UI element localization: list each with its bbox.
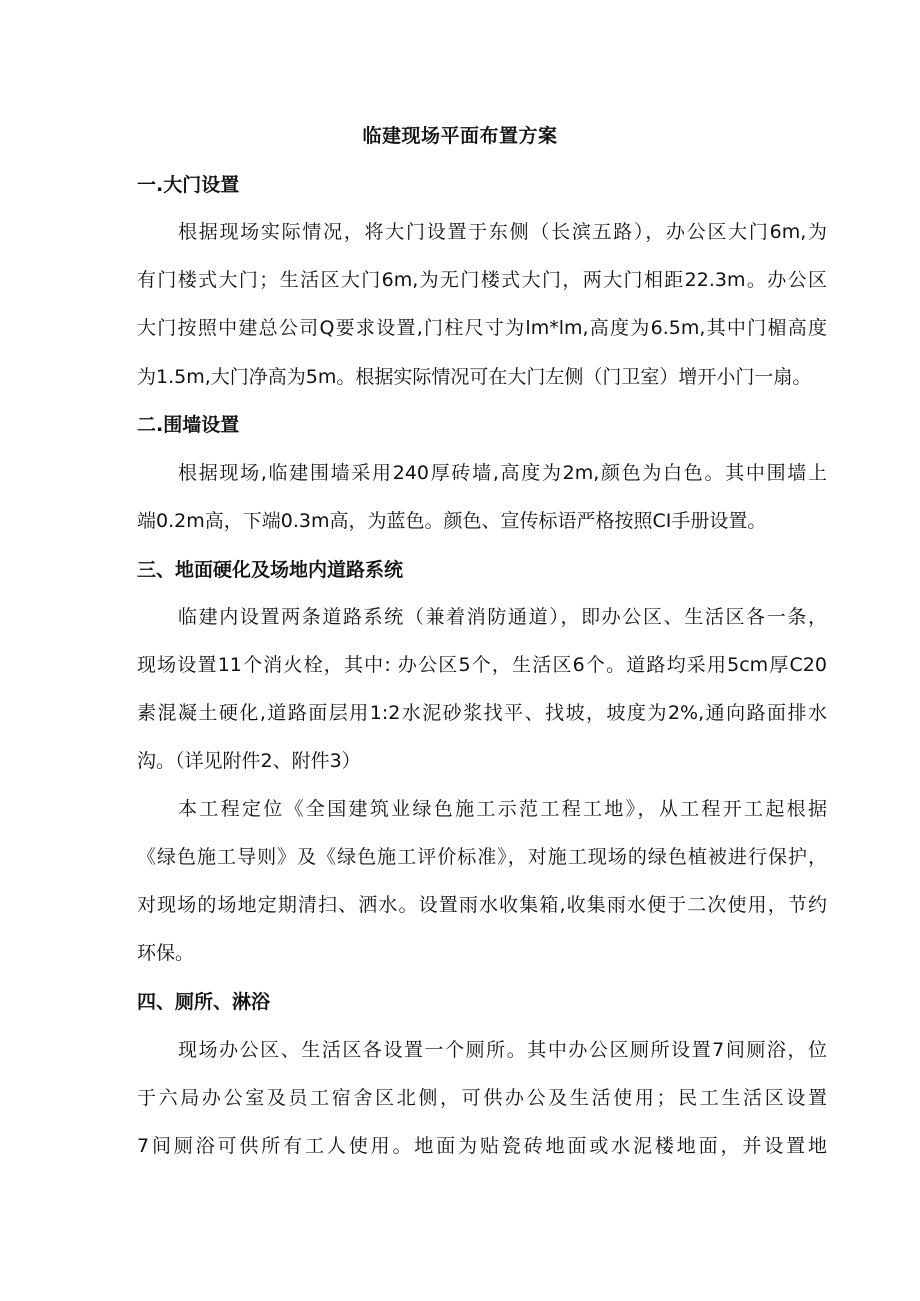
paragraph-line: 本工程定位《全国建筑业绿色施工示范工程工地》，从工程开工起根据 [178, 798, 827, 820]
paragraph-line: 端0.2m高，下端0.3m高，为蓝色。颜色、宣传标语严格按照CI手册设置。 [137, 510, 767, 532]
paragraph-line: 素混凝土硬化,道路面层用1:2水泥砂浆找平、找坡，坡度为2%,通向路面排水 [137, 702, 827, 724]
paragraph-line: 现场设置11个消火栓，其中: 办公区5个，生活区6个。道路均采用5cm厚C20 [137, 654, 827, 676]
paragraph-line: 对现场的场地定期清扫、洒水。设置雨水收集箱,收集雨水便于二次使用，节约 [137, 894, 827, 916]
paragraph-line: 为1.5m,大门净高为5m。根据实际情况可在大门左侧（门卫室）增开小门一扇。 [137, 366, 812, 388]
section-heading-toilets: 四、厕所、淋浴 [137, 991, 271, 1013]
document-title: 临建现场平面布置方案 [362, 125, 558, 147]
paragraph-line: 临建内设置两条道路系统（兼着消防通道），即办公区、生活区各一条， [178, 606, 827, 628]
paragraph-line: 《绿色施工导则》及《绿色施工评价标准》，对施工现场的绿色植被进行保护， [137, 846, 827, 868]
paragraph-line: 于六局办公室及员工宿舍区北侧，可供办公及生活使用；民工生活区设置 [137, 1087, 827, 1109]
paragraph-line: 大门按照中建总公司Q要求设置,门柱尺寸为lm*lm,高度为6.5m,其中门楣高度 [137, 317, 827, 339]
paragraph-line: 根据现场实际情况，将大门设置于东侧（长滨五路），办公区大门6m,为 [178, 221, 827, 243]
section-heading-wall: 二.围墙设置 [137, 414, 240, 436]
paragraph-line: 沟。（详见附件2、附件3） [137, 750, 361, 772]
paragraph-line: 有门楼式大门；生活区大门6m,为无门楼式大门，两大门相距22.3m。办公区 [137, 269, 827, 291]
paragraph-line: 环保。 [137, 942, 195, 964]
paragraph-line: 现场办公区、生活区各设置一个厕所。其中办公区厕所设置7间厕浴，位 [178, 1039, 827, 1061]
paragraph-line: 7间厕浴可供所有工人使用。地面为贴瓷砖地面或水泥楼地面，并设置地 [137, 1135, 827, 1157]
section-heading-roads: 三、地面硬化及场地内道路系统 [137, 559, 404, 581]
section-heading-gate: 一.大门设置 [137, 174, 240, 196]
paragraph-line: 根据现场,临建围墙采用240厚砖墙,高度为2m,颜色为白色。其中围墙上 [178, 462, 827, 484]
